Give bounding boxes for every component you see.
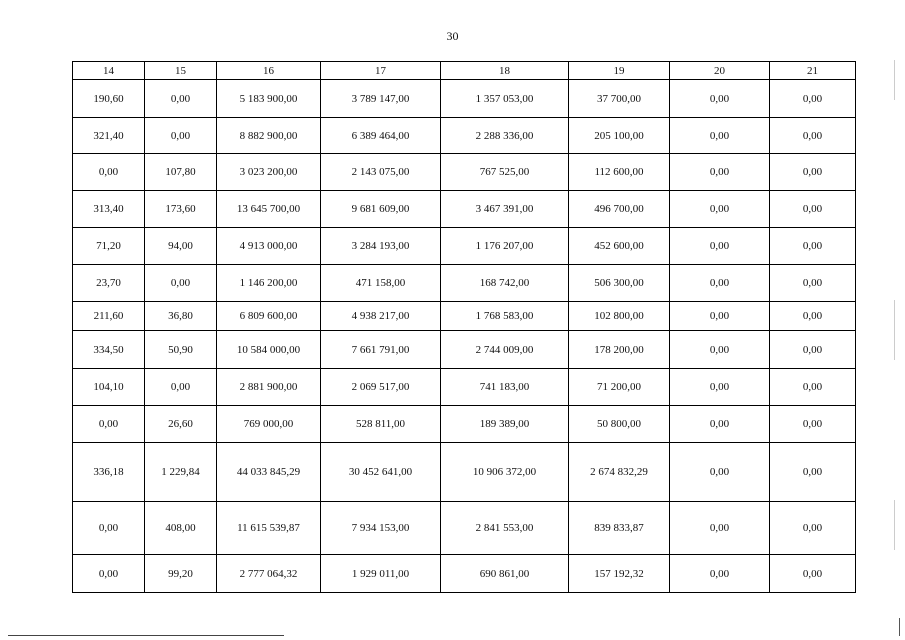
table-cell: 9 681 609,00 xyxy=(321,191,441,228)
table-cell: 5 183 900,00 xyxy=(217,80,321,118)
table-cell: 0,00 xyxy=(770,369,856,406)
table-cell: 211,60 xyxy=(73,302,145,331)
table-cell: 0,00 xyxy=(670,443,770,502)
table-cell: 0,00 xyxy=(670,331,770,369)
table-cell: 13 645 700,00 xyxy=(217,191,321,228)
table-cell: 741 183,00 xyxy=(441,369,569,406)
table-cell: 0,00 xyxy=(770,265,856,302)
table-cell: 44 033 845,29 xyxy=(217,443,321,502)
table-cell: 0,00 xyxy=(770,191,856,228)
table-cell: 0,00 xyxy=(670,265,770,302)
table-cell: 2 069 517,00 xyxy=(321,369,441,406)
table-cell: 190,60 xyxy=(73,80,145,118)
table-cell: 0,00 xyxy=(670,406,770,443)
table-cell: 26,60 xyxy=(145,406,217,443)
header-row xyxy=(73,62,856,80)
table-cell: 2 143 075,00 xyxy=(321,154,441,191)
table-cell: 2 674 832,29 xyxy=(569,443,670,502)
table-cell: 71,20 xyxy=(73,228,145,265)
table-row xyxy=(73,502,856,555)
table-cell: 0,00 xyxy=(770,406,856,443)
table-cell: 321,40 xyxy=(73,118,145,154)
table-cell: 0,00 xyxy=(670,228,770,265)
table-cell: 0,00 xyxy=(670,80,770,118)
table-cell: 0,00 xyxy=(670,154,770,191)
table-row xyxy=(73,191,856,228)
scan-noise xyxy=(894,500,895,550)
scan-noise xyxy=(894,60,895,100)
table-cell: 10 906 372,00 xyxy=(441,443,569,502)
column-header: 16 xyxy=(217,62,321,80)
table-cell: 1 768 583,00 xyxy=(441,302,569,331)
table-cell: 0,00 xyxy=(770,228,856,265)
table-cell: 0,00 xyxy=(145,118,217,154)
table-cell: 11 615 539,87 xyxy=(217,502,321,555)
table-cell: 767 525,00 xyxy=(441,154,569,191)
table-cell: 4 938 217,00 xyxy=(321,302,441,331)
table-cell: 3 023 200,00 xyxy=(217,154,321,191)
table-cell: 102 800,00 xyxy=(569,302,670,331)
table-cell: 7 934 153,00 xyxy=(321,502,441,555)
table-cell: 107,80 xyxy=(145,154,217,191)
table-cell: 205 100,00 xyxy=(569,118,670,154)
table-cell: 0,00 xyxy=(670,369,770,406)
table-cell: 471 158,00 xyxy=(321,265,441,302)
table-cell: 112 600,00 xyxy=(569,154,670,191)
table-cell: 0,00 xyxy=(670,555,770,593)
table-cell: 178 200,00 xyxy=(569,331,670,369)
table-cell: 50 800,00 xyxy=(569,406,670,443)
table-cell: 336,18 xyxy=(73,443,145,502)
table-row xyxy=(73,331,856,369)
table-cell: 71 200,00 xyxy=(569,369,670,406)
table-cell: 452 600,00 xyxy=(569,228,670,265)
table-row xyxy=(73,228,856,265)
table-cell: 94,00 xyxy=(145,228,217,265)
table-cell: 7 661 791,00 xyxy=(321,331,441,369)
table-cell: 0,00 xyxy=(73,154,145,191)
table-cell: 99,20 xyxy=(145,555,217,593)
table-row xyxy=(73,265,856,302)
table-cell: 0,00 xyxy=(145,80,217,118)
table-cell: 3 284 193,00 xyxy=(321,228,441,265)
column-header: 20 xyxy=(670,62,770,80)
table-cell: 168 742,00 xyxy=(441,265,569,302)
bottom-rule xyxy=(8,635,284,636)
table-cell: 173,60 xyxy=(145,191,217,228)
table-cell: 0,00 xyxy=(770,331,856,369)
column-header: 15 xyxy=(145,62,217,80)
table-cell: 0,00 xyxy=(770,555,856,593)
data-table xyxy=(72,61,856,593)
table-cell: 0,00 xyxy=(770,154,856,191)
table-cell: 690 861,00 xyxy=(441,555,569,593)
table-cell: 104,10 xyxy=(73,369,145,406)
table-cell: 1 229,84 xyxy=(145,443,217,502)
table-row xyxy=(73,154,856,191)
table-cell: 2 841 553,00 xyxy=(441,502,569,555)
table-cell: 189 389,00 xyxy=(441,406,569,443)
column-header: 21 xyxy=(770,62,856,80)
table-cell: 30 452 641,00 xyxy=(321,443,441,502)
table-cell: 3 789 147,00 xyxy=(321,80,441,118)
table-cell: 0,00 xyxy=(770,502,856,555)
table-row xyxy=(73,443,856,502)
table-cell: 23,70 xyxy=(73,265,145,302)
table-cell: 36,80 xyxy=(145,302,217,331)
table-cell: 408,00 xyxy=(145,502,217,555)
table-cell: 0,00 xyxy=(73,502,145,555)
table-row xyxy=(73,302,856,331)
table-cell: 496 700,00 xyxy=(569,191,670,228)
table-cell: 0,00 xyxy=(770,118,856,154)
table-cell: 769 000,00 xyxy=(217,406,321,443)
table-row xyxy=(73,406,856,443)
table-cell: 2 881 900,00 xyxy=(217,369,321,406)
table-cell: 1 357 053,00 xyxy=(441,80,569,118)
table-cell: 0,00 xyxy=(145,369,217,406)
table-cell: 6 389 464,00 xyxy=(321,118,441,154)
table-row xyxy=(73,118,856,154)
table-cell: 37 700,00 xyxy=(569,80,670,118)
table-cell: 839 833,87 xyxy=(569,502,670,555)
table-body xyxy=(73,80,856,593)
table-cell: 10 584 000,00 xyxy=(217,331,321,369)
table-cell: 506 300,00 xyxy=(569,265,670,302)
table-cell: 0,00 xyxy=(145,265,217,302)
table-cell: 528 811,00 xyxy=(321,406,441,443)
table-cell: 313,40 xyxy=(73,191,145,228)
table-cell: 157 192,32 xyxy=(569,555,670,593)
table-cell: 8 882 900,00 xyxy=(217,118,321,154)
column-header: 18 xyxy=(441,62,569,80)
table-cell: 334,50 xyxy=(73,331,145,369)
table-cell: 0,00 xyxy=(670,302,770,331)
scan-noise xyxy=(894,300,895,360)
column-header: 19 xyxy=(569,62,670,80)
table-cell: 1 176 207,00 xyxy=(441,228,569,265)
page-number: 30 xyxy=(446,29,459,43)
table-cell: 0,00 xyxy=(73,406,145,443)
table-cell: 0,00 xyxy=(670,191,770,228)
edge-mark xyxy=(899,618,900,636)
column-header: 14 xyxy=(73,62,145,80)
table-cell: 2 777 064,32 xyxy=(217,555,321,593)
table-cell: 0,00 xyxy=(770,302,856,331)
table-cell: 2 288 336,00 xyxy=(441,118,569,154)
table-cell: 4 913 000,00 xyxy=(217,228,321,265)
table-cell: 0,00 xyxy=(73,555,145,593)
table-cell: 0,00 xyxy=(770,80,856,118)
table-cell: 0,00 xyxy=(770,443,856,502)
table-cell: 3 467 391,00 xyxy=(441,191,569,228)
table-cell: 1 146 200,00 xyxy=(217,265,321,302)
table-row xyxy=(73,80,856,118)
table-cell: 1 929 011,00 xyxy=(321,555,441,593)
table-cell: 0,00 xyxy=(670,118,770,154)
table-cell: 6 809 600,00 xyxy=(217,302,321,331)
table-row xyxy=(73,555,856,593)
table-cell: 0,00 xyxy=(670,502,770,555)
table-cell: 50,90 xyxy=(145,331,217,369)
table-row xyxy=(73,369,856,406)
column-header: 17 xyxy=(321,62,441,80)
table-cell: 2 744 009,00 xyxy=(441,331,569,369)
